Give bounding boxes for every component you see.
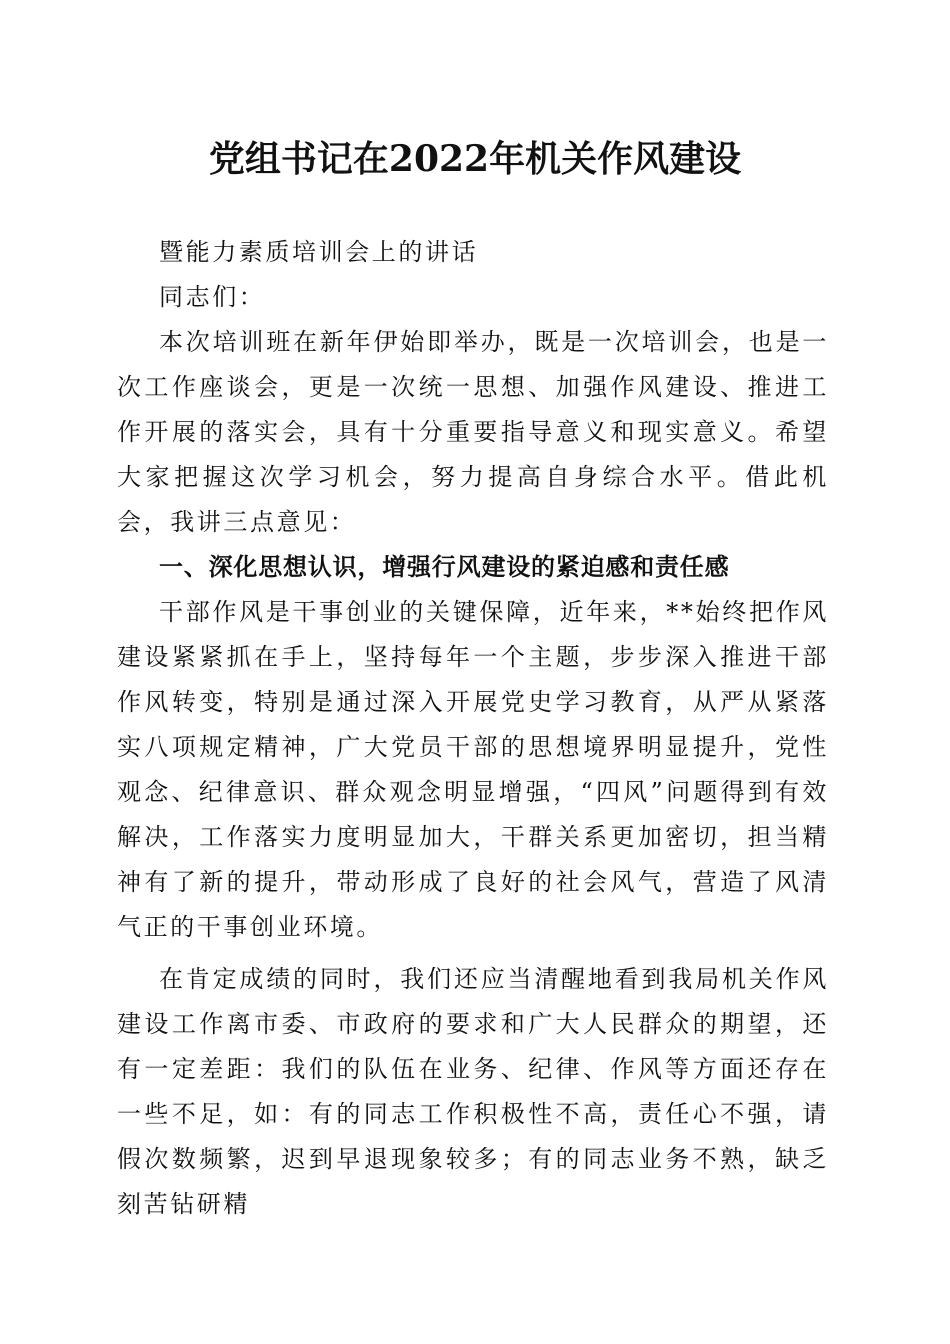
document-body bbox=[117, 230, 829, 1227]
body-paragraph: 在肯定成绩的同时，我们还应当清醒地看到我局机关作风建设工作离市委、市政府的要求和广大人民群众的期望，还有一定差距：我们的队伍在业务、纪律、作风等方面还存在一些不足，如：有的同志工作积极性不高，责任心不强，请假次数频繁，迟到早退现象较多；有的同志业务不熟，缺乏刻苦钻研精 bbox=[117, 965, 829, 1218]
document-title: 党组书记在2022年机关作风建设 bbox=[208, 138, 742, 180]
section-heading: 一、深化思想认识，增强行风建设的紧迫感和责任感 bbox=[159, 553, 730, 581]
body-paragraph: 干部作风是干事创业的关键保障，近年来，**始终把作风建设紧紧抓在手上，坚持每年一个主题，步步深入推进干部作风转变，特别是通过深入开展党史学习教育，从严从紧落实八项规定精神，广大党员干部的思想境界明显提升，党性观念、纪律意识、群众观念明显增强，“四风”问题得到有效解决，工作落实力度明显加大，干群关系更加密切，担当精神有了新的提升，带动形成了良好的社会风气，营造了风清气正的干事创业环境。 bbox=[117, 598, 829, 941]
salutation: 同志们： bbox=[159, 283, 266, 311]
subtitle-line: 暨能力素质培训会上的讲话 bbox=[159, 238, 479, 266]
intro-paragraph: 本次培训班在新年伊始即举办，既是一次培训会，也是一次工作座谈会，更是一次统一思想、加强作风建设、推进工作开展的落实会，具有十分重要指导意义和现实意义。希望大家把握这次学习机会，努力提高自身综合水平。借此机会，我讲三点意见： bbox=[117, 328, 829, 536]
